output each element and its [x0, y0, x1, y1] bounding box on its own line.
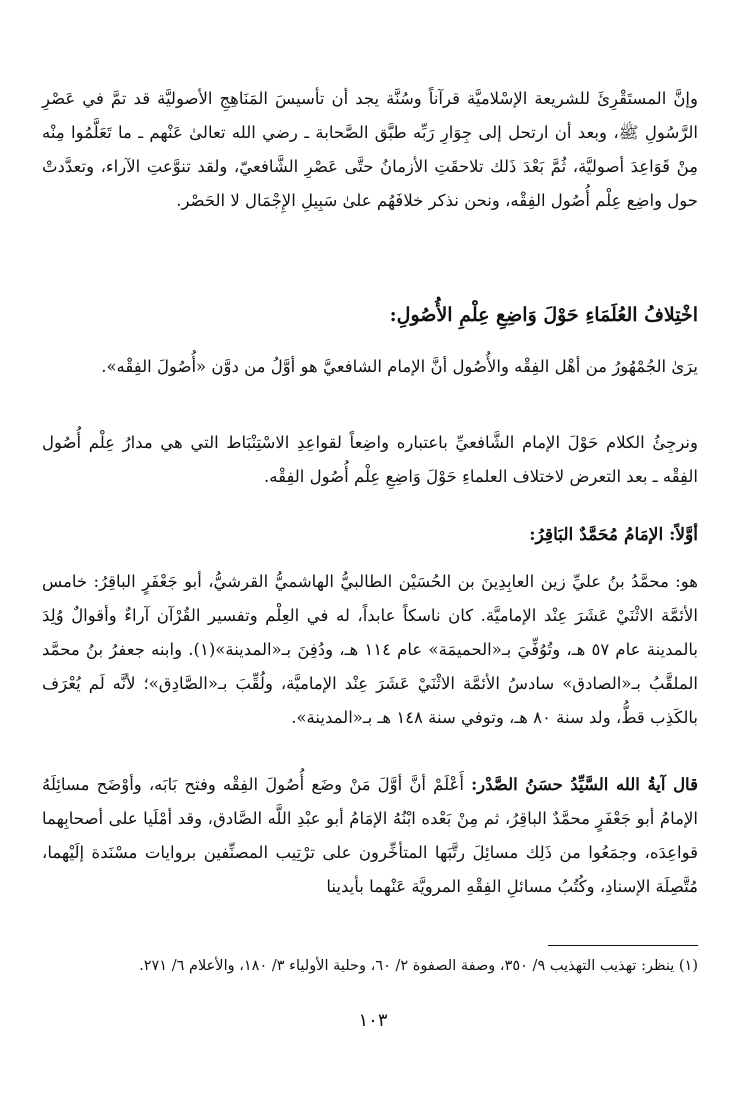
sadr-paragraph — [42, 768, 698, 904]
first-heading: أوَّلاً: الإمَامُ مُحَمَّدٌ البَاقِرُ: — [529, 525, 698, 545]
majority-paragraph: يرَىٰ الجُمْهُورُ من أهْل الفِقْه والأُصُول أنَّ الإمام الشافعيَّ هو أوَّلُ من دوَّن «أُصُولَ الفِقْه». — [101, 357, 698, 376]
section-heading: اخْتِلافُ العُلَمَاءِ حَوْلَ وَاضِعِ عِلْمِ الأُصُولِ: — [389, 304, 698, 326]
intro-paragraph: وإنَّ المستَقْرِئَ للشريعة الإسْلاميَّة قرآناً وسُنَّة يجد أن تأسيسَ المَنَاهِجِ الأصوليَّة قد تمَّ في عَصْرِ الرَّسُولِ ﷺ، وبعد أن ارتحل إلى جِوَارِ رَبِّه طبَّق الصَّحابة ـ رضي الله تعالىٰ عَنْهم ـ ما تَعَلَّمُوا مِنْه مِنْ قَوَاعِدَ أصوليَّة، ثُمَّ بَعْدَ ذَلك تلاحقَتِ الأزمانُ حتَّى عَصْرِ الشَّافعيّ، ولقد تنوَّعتِ الآراء، وتعدَّدتْ حول واضِع عِلْم أُصُول الفِقْه، ونحن نذكر خلافَهُم علىٰ سَبِيلِ الإِجْمَال لا الحَصْر. — [42, 89, 698, 210]
sadr-quote: أَعْلَمْ أنَّ أوَّلَ مَنْ وضَع أُصُولَ الفِقْه وفتح بَابَه، وأوْضَح مسائِلَهُ الإمامُ أبو جَعْفَرٍ محمَّدٌ الباقِرُ، ثم مِنْ بَعْده ابْنُهُ الإمَامُ أبو عبْدِ اللَّه الصَّادق، وقد أمْلَيا على أصحابِهما قواعِدَه، وجمَعُوا من ذَلِك مسائِلَ رتَّبَها المتأخِّرون على ترْتِيب المصنِّفين بروايات مسْنَدة إلَيْهما، مُتَّصِلَة الإسنادِ، وكُتُبُ مسائلِ الفِقْهِ المرويَّة عَنْهما بأيدينا — [42, 775, 698, 896]
baqir-bio-paragraph: هو: محمَّدُ بنُ عليِّ زين العابِدِينَ بن الحُسَيْن الطالبيُّ الهاشميُّ القرشيُّ، أبو جَعْفَرٍ الباقِرُ: خامس الأئمَّة الاثْنَيْ عَشَرَ عِنْد الإماميَّة. كان ناسكاً عابداً، له في العِلْم وتفسير القُرْآن آراءٌ وأقوالٌ وُلِدَ بالمدينة عام ٥٧ هـ، وتُوُفِّيَ بـ«الحميمَة» عام ١١٤ هـ، ودُفِنَ بـ«المدينة»(١). وابنه جعفرُ بنُ محمَّد الملقَّبُ بـ«الصادق» سادسُ الأئمَّة الاثْنَيْ عَشَرَ عِنْد الإماميَّة، ولُقِّبَ بـ«الصَّادِق»؛ لأنَّه لَم يُعْرَف بالكَذِب قطُّ، ولد سنة ٨٠ هـ، وتوفي سنة ١٤٨ هـ بـ«المدينة». — [42, 572, 698, 727]
footnote-divider — [548, 945, 698, 946]
sadr-lead: قال آيةُ الله السَّيِّدُ حسَنُ الصَّدْر: — [471, 775, 698, 794]
defer-paragraph: ونرجِئُ الكلام حَوْلَ الإمام الشَّافعيِّ باعتباره واضِعاً لقواعِدِ الاسْتِنْبَاط التي هي مدارُ عِلْم أُصُول الفِقْه ـ بعد التعرض لاختلاف العلماءِ حَوْلَ وَاضِعِ عِلْم أُصُول الفِقْه. — [42, 433, 698, 486]
footnote: (١) ينظر: تهذيب التهذيب ٩/ ٣٥٠، وصفة الصفوة ٢/ ٦٠، وحلية الأولياء ٣/ ١٨٠، والأعلام ٦/ ٢٧١. — [139, 958, 698, 974]
page-number: ١٠٣ — [358, 1010, 388, 1031]
